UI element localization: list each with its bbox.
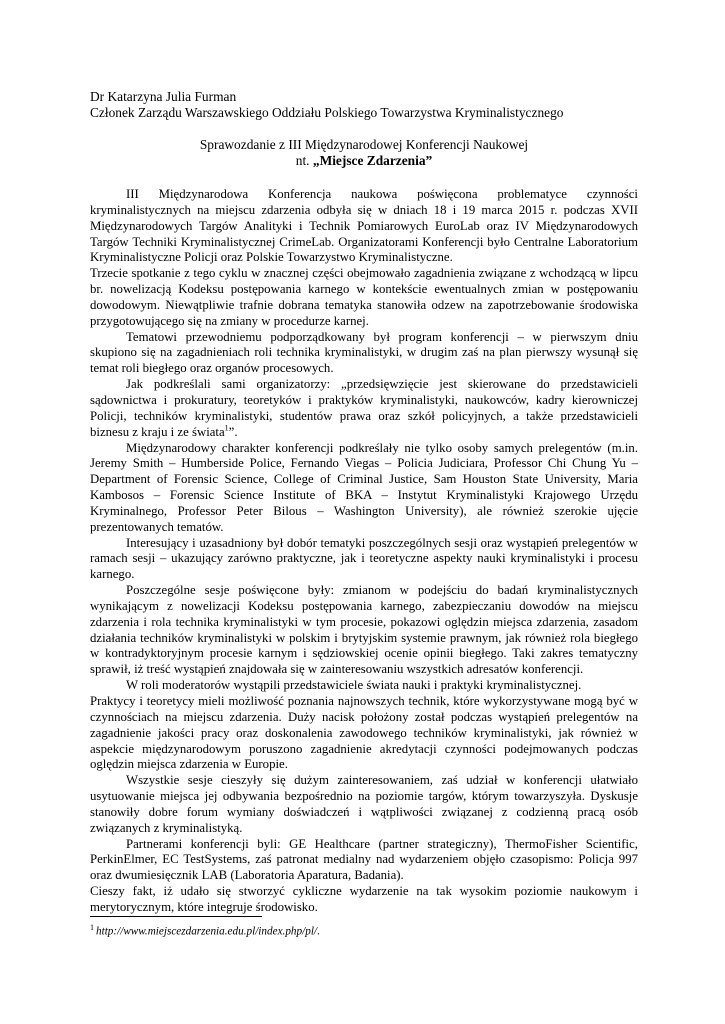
author-role: Członek Zarządu Warszawskiego Oddziału Polskiego Towarzystwa Kryminalistycznego bbox=[90, 105, 564, 120]
document-page bbox=[90, 89, 638, 916]
footnote-ref[interactable]: 1 bbox=[224, 423, 229, 433]
title-prefix: nt. bbox=[295, 153, 313, 168]
paragraph-topic: Trzecie spotkanie z tego cyklu w znacznej części obejmowało zagadnienia związane z wchodzącą w lipcu br. nowelizacją Kodeksu postępowania karnego w kontekście ewentualnych zmian w postępowaniu dowodowym. Niewątpliwie trafnie dobrana tematyka stanowiła odzew na zapotrzebowanie środowiska przygotowującego się na zmiany w procedurze karnej. bbox=[90, 266, 638, 328]
report-body bbox=[90, 187, 638, 916]
author-name: Dr Katarzyna Julia Furman bbox=[90, 89, 237, 104]
conference-name: „Miejsce Zdarzenia” bbox=[312, 153, 433, 168]
paragraph-partners: Partnerami konferencji byli: GE Healthcare (partner strategiczny), ThermoFisher Scientific, PerkinElmer, EC TestSystems, zaś patronat medialny nad wydarzeniem objęło czasopismo: Policja 997 oraz dwumiesięcznik LAB (Laboratoria Aparatura, Badania). bbox=[90, 836, 638, 883]
audience-quote-end: ”. bbox=[228, 424, 238, 439]
footnote bbox=[90, 921, 320, 939]
report-title bbox=[90, 137, 638, 169]
paragraph-moderators: W roli moderatorów wystąpili przedstawiciele świata nauki i praktyki kryminalistycznej. bbox=[126, 678, 582, 693]
paragraph-intro: III Międzynarodowa Konferencja naukowa poświęcona problematyce czynności kryminalistycznych na miejscu zdarzenia odbyła się w dniach 18 i 19 marca 2015 r. podczas XVII Międzynarodowych Targów Analityki i Technik Pomiarowych EuroLab oraz IV Międzynarodowych Targów Techniki Kryminalistycznej CrimeLab. Organizatorami Konferencji było Centralne Laboratorium Kryminalistyczne Policji oraz Polskie Towarzystwo Kryminalistyczne. bbox=[90, 187, 638, 265]
paragraph-selection: Interesujący i uzasadniony był dobór tematyki poszczególnych sesji oraz wystąpień prelegentów w ramach sesji – ukazujący zarówno praktyczne, jak i teoretyczne aspekty nauki kryminalistyki i procesu karnego. bbox=[90, 535, 638, 582]
audience-quote: Jak podkreślali sami organizatorzy: „przedsięwzięcie jest skierowane do przedstawicieli sądownictwa i prokuratury, teoretyków i praktyków kryminalistyki, naukowców, kadry kierowniczej Policji, techników kryminalistyki, studentów prawa oraz szkół policyjnych, a także przedstawicieli biznesu z kraju i ze świata bbox=[90, 377, 638, 439]
title-line-1: Sprawozdanie z III Międzynarodowej Konferencji Naukowej bbox=[199, 137, 529, 152]
title-line-2 bbox=[90, 153, 638, 169]
footnote-link[interactable]: http://www.miejscezdarzenia.edu.pl/index.php/pl/ bbox=[96, 925, 318, 938]
paragraph-audience bbox=[90, 377, 638, 440]
paragraph-speakers: Międzynarodowy charakter konferencji podkreślały nie tylko osoby samych prelegentów (m.in. Jeremy Smith – Humberside Police, Fernando Viegas – Policia Judiciara, Professor Chi Chung Yu – Department of Forensic Science, College of Criminal Justice, Sam Houston State University, Maria Kambosos – Forensic Science Institute of BKA – Instytut Kryminalistyki Krajowego Urzędu Kryminalnego, Professor Peter Bilous – Washington University), ale również szerokie ujęcie prezentowanych tematów. bbox=[90, 440, 638, 534]
paragraph-sessions: Poszczególne sesje poświęcone były: zmianom w podejściu do badań kryminalistycznych wynikającym z nowelizacji Kodeksu postępowania karnego, zabezpieczaniu dowodów na miejscu zdarzenia i rola technika kryminalistyki w tym procesie, pokazowi oględzin miejsca zdarzenia, zasadom działania techników kryminalistyki w polskim i brytyjskim systemie prawnym, jak również rola biegłego w kontradyktoryjnym procesie karnym i sędziowskiej ocenie opinii biegłego. Taki zakres tematyczny sprawił, iż treść wystąpień znajdowała się w zainteresowaniu wszystkich adresatów konferencji. bbox=[90, 583, 638, 677]
paragraph-program: Tematowi przewodniemu podporządkowany był program konferencji – w pierwszym dniu skupiono się na zagadnieniach roli technika kryminalistyki, w drugim zaś na plan pierwszy wysunął się temat roli biegłego oraz organów procesowych. bbox=[90, 329, 638, 376]
footnote-separator bbox=[90, 916, 262, 917]
footnote-tail: . bbox=[317, 925, 320, 938]
paragraph-techniques: Praktycy i teoretycy mieli możliwość poznania najnowszych technik, które wykorzystywane mogą być w czynnościach na miejscu zdarzenia. Duży nacisk położony został podczas wystąpień prelegentów na zagadnienie jakości pracy oraz doskonalenia zawodowego techników kryminalistyki, jak również w aspekcie międzynarodowym poruszono zagadnienie akredytacji czynności podejmowanych podczas oględzin miejsca zdarzenia w Europie. bbox=[90, 694, 638, 772]
paragraph-interest: Wszystkie sesje cieszyły się dużym zainteresowaniem, zaś udział w konferencji ułatwiało usytuowanie miejsca jej odbywania bezpośrednio na poziomie targów, którym towarzyszyła. Dyskusje stanowiły dobre forum wymiany doświadczeń i wątpliwości związanej z codzienną pracą osób związanych z kryminalistyką. bbox=[90, 773, 638, 835]
footnote-number: 1 bbox=[90, 923, 94, 932]
paragraph-conclusion: Cieszy fakt, iż udało się stworzyć cykliczne wydarzenie na tak wysokim poziomie naukowym i merytorycznym, które integruje środowisko. bbox=[90, 884, 638, 914]
